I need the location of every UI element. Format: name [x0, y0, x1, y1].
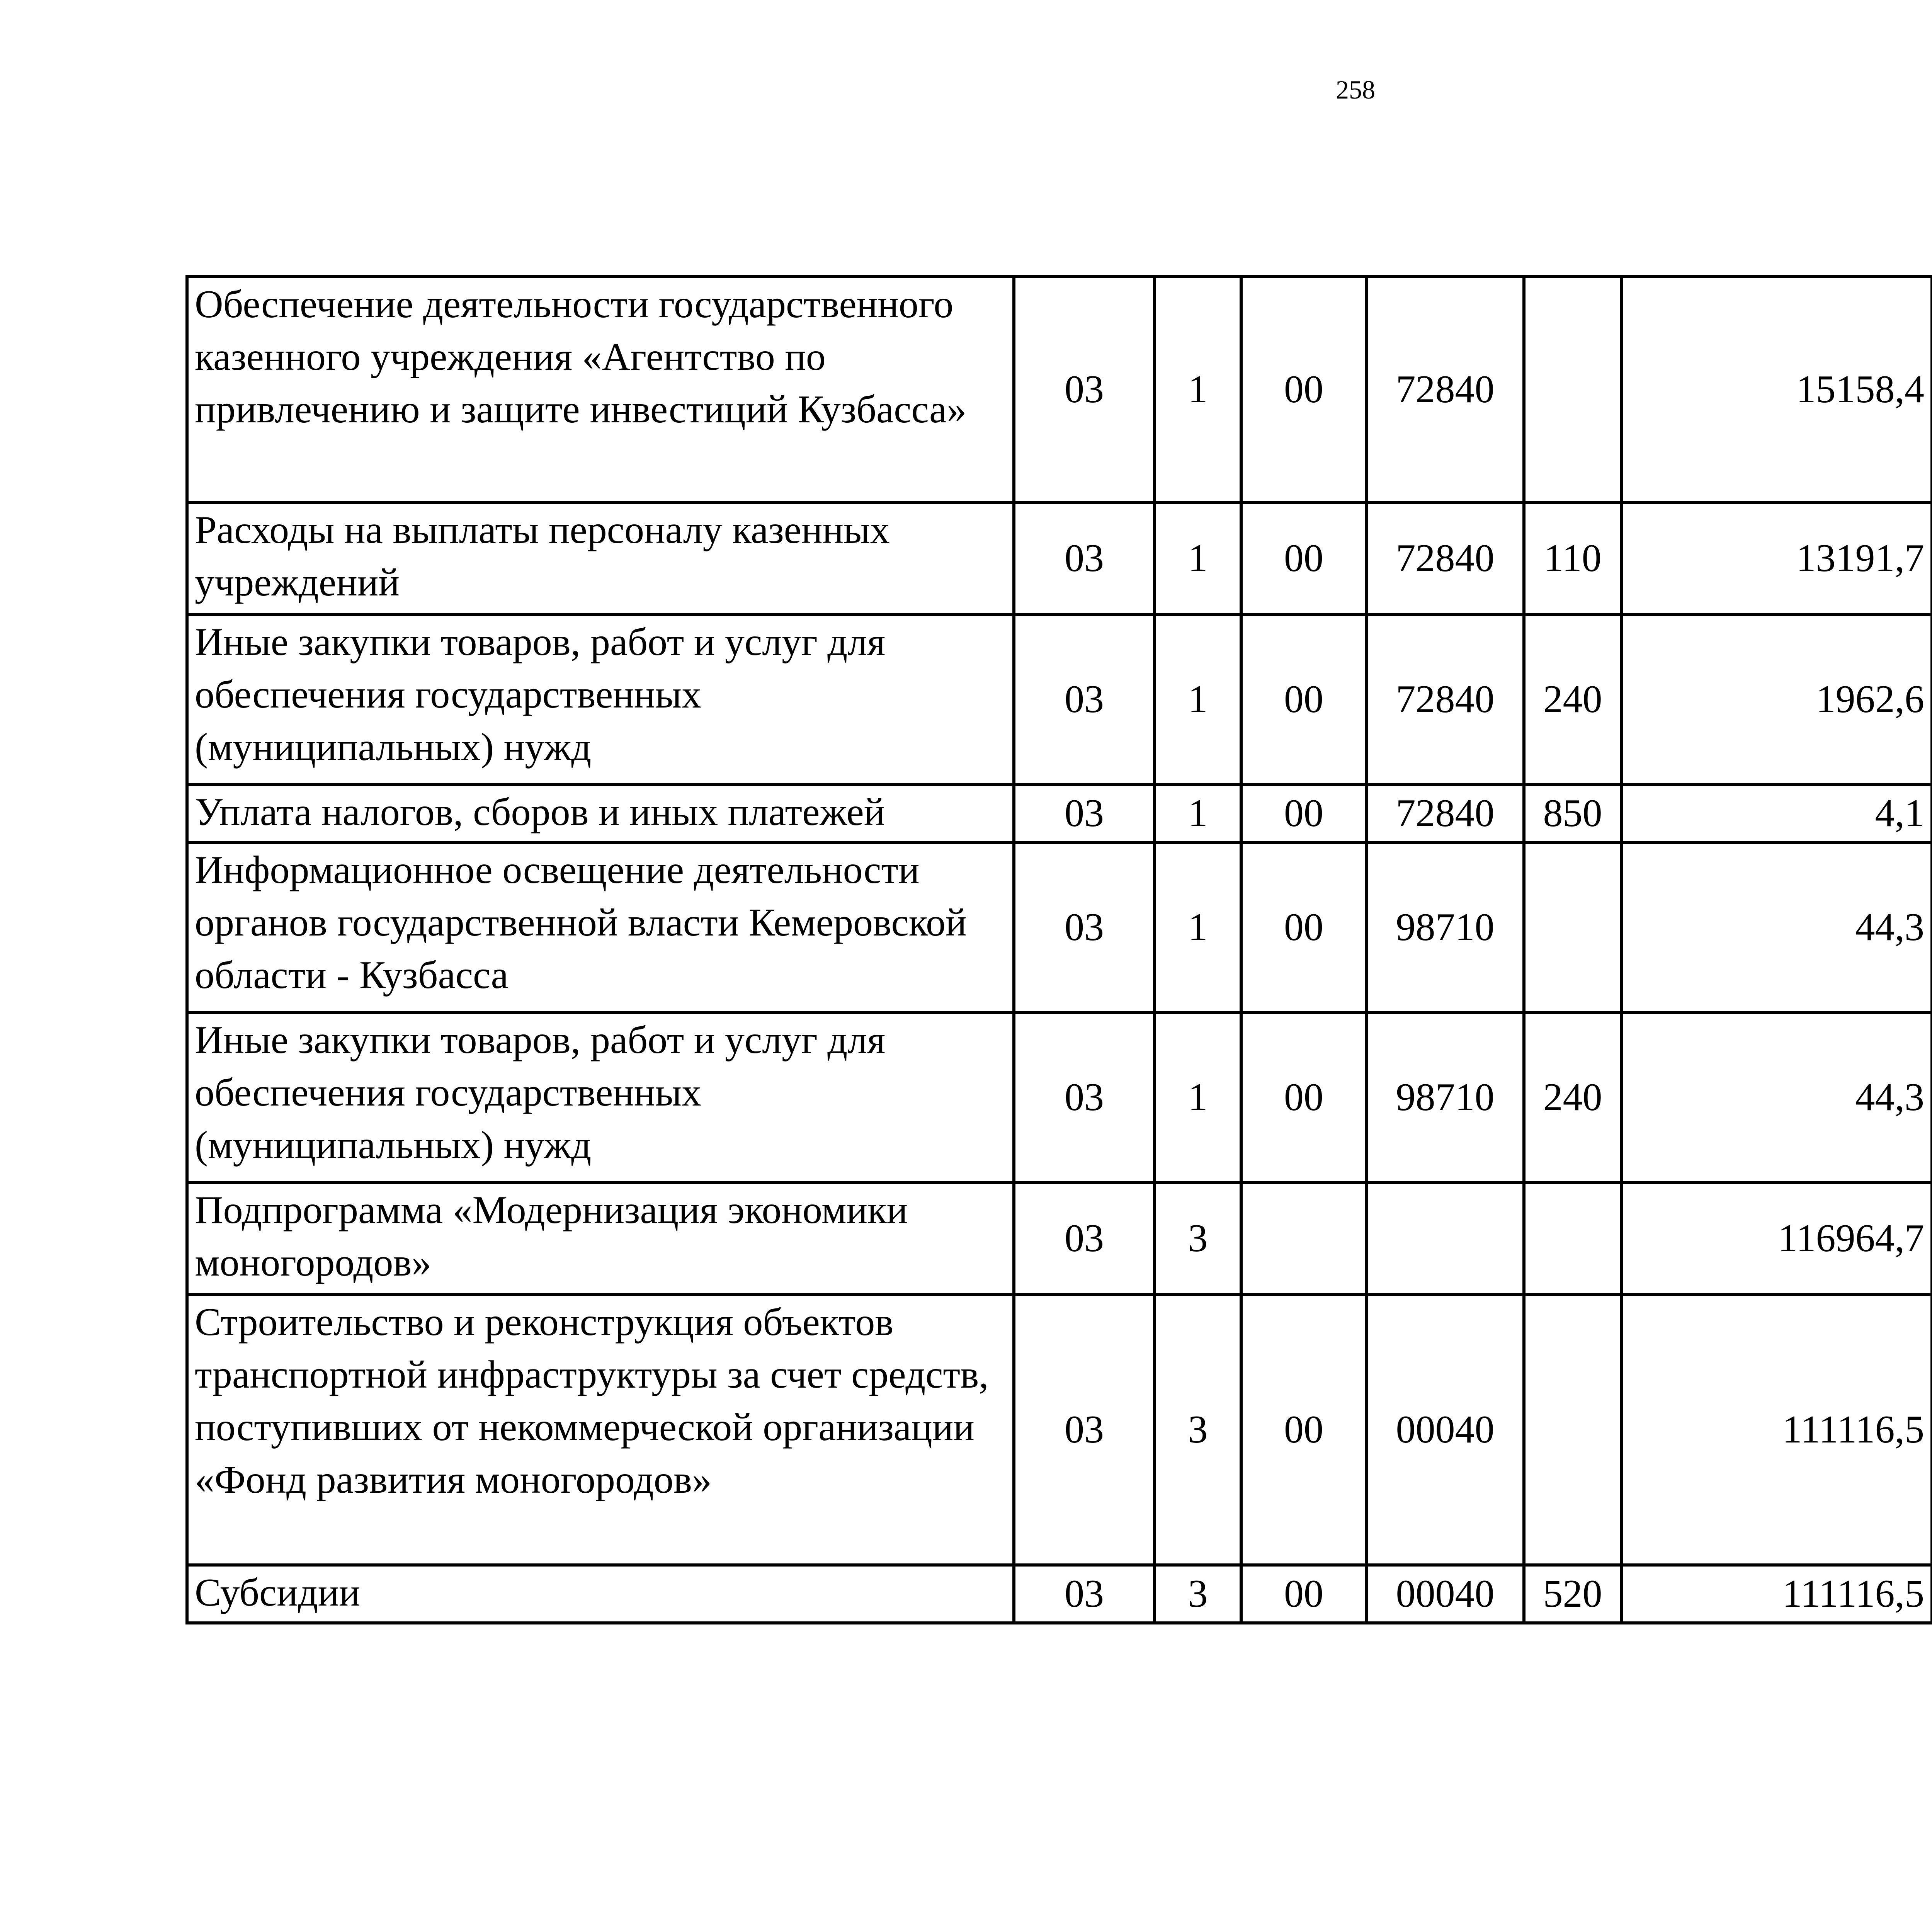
- page-number: 258: [1336, 75, 1375, 104]
- expense-code: 98710: [1366, 1012, 1524, 1182]
- expense-type: [1524, 1182, 1621, 1294]
- expense-code: 72840: [1366, 502, 1524, 614]
- expense-type: 110: [1524, 502, 1621, 614]
- amount-year-1: 4,1: [1621, 784, 1932, 842]
- row-description: Подпрограмма «Модернизация экономики моногородов»: [187, 1182, 1014, 1294]
- row-description: Строительство и реконструкция объектов транспортной инфраструктуры за счет средств, поступивших от некоммерческой организации «Фонд развития моногородов»: [187, 1294, 1014, 1565]
- direction-code: 00: [1241, 1012, 1366, 1182]
- direction-code: [1241, 1182, 1366, 1294]
- row-description: Иные закупки товаров, работ и услуг для обеспечения государственных (муниципальных) нужд: [187, 614, 1014, 784]
- section-code: 03: [1014, 784, 1155, 842]
- amount-year-1: 15158,4: [1621, 277, 1932, 502]
- direction-code: 00: [1241, 1565, 1366, 1623]
- section-code: 03: [1014, 1294, 1155, 1565]
- expense-type: [1524, 277, 1621, 502]
- subprogram-code: 1: [1155, 614, 1241, 784]
- table-row: [187, 842, 1932, 1012]
- expense-type: 240: [1524, 1012, 1621, 1182]
- direction-code: 00: [1241, 277, 1366, 502]
- expense-type: 850: [1524, 784, 1621, 842]
- expense-type: 240: [1524, 614, 1621, 784]
- amount-year-1: 44,3: [1621, 842, 1932, 1012]
- expense-code: 72840: [1366, 784, 1524, 842]
- table-row: [187, 614, 1932, 784]
- subprogram-code: 1: [1155, 784, 1241, 842]
- direction-code: 00: [1241, 842, 1366, 1012]
- expense-code: [1366, 1182, 1524, 1294]
- amount-year-1: 1962,6: [1621, 614, 1932, 784]
- row-description: Информационное освещение деятельности органов государственной власти Кемеровской области - Кузбасса: [187, 842, 1014, 1012]
- expense-type: [1524, 842, 1621, 1012]
- expense-code: 72840: [1366, 277, 1524, 502]
- amount-year-1: 111116,5: [1621, 1294, 1932, 1565]
- row-description: Обеспечение деятельности государственного казенного учреждения «Агентство по привлечению и защите инвестиций Кузбасса»: [187, 277, 1014, 502]
- section-code: 03: [1014, 502, 1155, 614]
- section-code: 03: [1014, 842, 1155, 1012]
- budget-table: [185, 275, 1932, 1624]
- expense-code: 72840: [1366, 614, 1524, 784]
- row-description: Уплата налогов, сборов и иных платежей: [187, 784, 1014, 842]
- expense-type: 520: [1524, 1565, 1621, 1623]
- table-row: [187, 1565, 1932, 1623]
- subprogram-code: 1: [1155, 1012, 1241, 1182]
- expense-type: [1524, 1294, 1621, 1565]
- subprogram-code: 3: [1155, 1294, 1241, 1565]
- section-code: 03: [1014, 614, 1155, 784]
- direction-code: 00: [1241, 614, 1366, 784]
- table-row: [187, 277, 1932, 502]
- amount-year-1: 111116,5: [1621, 1565, 1932, 1623]
- direction-code: 00: [1241, 502, 1366, 614]
- amount-year-1: 116964,7: [1621, 1182, 1932, 1294]
- subprogram-code: 3: [1155, 1565, 1241, 1623]
- section-code: 03: [1014, 1182, 1155, 1294]
- direction-code: 00: [1241, 1294, 1366, 1565]
- subprogram-code: 1: [1155, 277, 1241, 502]
- subprogram-code: 1: [1155, 842, 1241, 1012]
- amount-year-1: 44,3: [1621, 1012, 1932, 1182]
- section-code: 03: [1014, 1565, 1155, 1623]
- expense-code: 00040: [1366, 1565, 1524, 1623]
- section-code: 03: [1014, 277, 1155, 502]
- table-row: [187, 1182, 1932, 1294]
- subprogram-code: 3: [1155, 1182, 1241, 1294]
- row-description: Субсидии: [187, 1565, 1014, 1623]
- row-description: Иные закупки товаров, работ и услуг для обеспечения государственных (муниципальных) нужд: [187, 1012, 1014, 1182]
- table-row: [187, 1012, 1932, 1182]
- table-row: [187, 784, 1932, 842]
- section-code: 03: [1014, 1012, 1155, 1182]
- table-row: [187, 502, 1932, 614]
- expense-code: 98710: [1366, 842, 1524, 1012]
- subprogram-code: 1: [1155, 502, 1241, 614]
- direction-code: 00: [1241, 784, 1366, 842]
- expense-code: 00040: [1366, 1294, 1524, 1565]
- row-description: Расходы на выплаты персоналу казенных учреждений: [187, 502, 1014, 614]
- amount-year-1: 13191,7: [1621, 502, 1932, 614]
- table-row: [187, 1294, 1932, 1565]
